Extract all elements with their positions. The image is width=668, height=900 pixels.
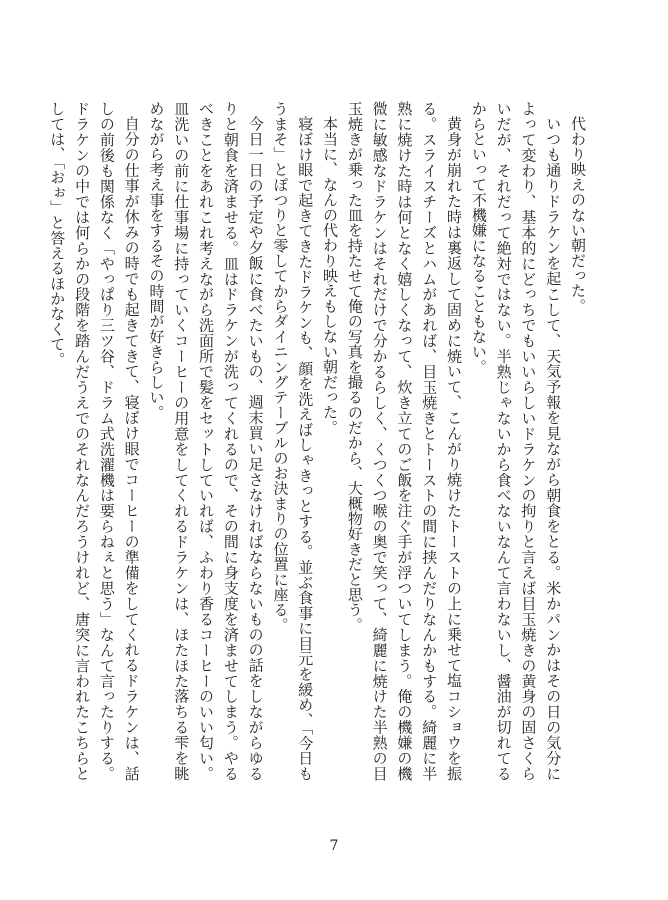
paragraph: 寝ぼけ眼で起きてきたドラケンも、顔を洗えばしゃきっとする。並ぶ食事に目元を緩め、「今日もうまそ」とぽつりと零してからダイニングテーブルのお決まりの位置に座る。 <box>271 101 315 781</box>
page-number: 7 <box>329 838 339 854</box>
paragraph: 自分の仕事が休みの時でも起きてきて、寝ぼけ眼でコーヒーの準備をしてくれるドラケンは、話しの前後も関係なく「やっぱり三ツ谷、ドラム式洗濯機は要らねぇと思う」なんて言ったりする。ドラケンの中では何らかの段階を踏んだうえでのそれなんだろうけれど、唐突に言われたこちらとしては、「おぉ」と答えるほかなくて。 <box>48 101 141 781</box>
paragraph: 黄身が崩れた時は裏返して固めに焼いて、こんがり焼けたトーストの上に乗せて塩コショウを振る。スライスチーズとハムがあれば、目玉焼きとトーストの間に挟んだりなんかもする。綺麗に半熟に焼けた時は何となく嬉しくなって、炊き立てのご飯を注ぐ手が浮ついてしまう。俺の機嫌の機微に敏感なドラケンはそれだけで分かるらしく、くつくつ喉の奥で笑って、綺麗に焼けた半熟の目玉焼きが乗った皿を持たせて俺の写真を撮るのだから、大概物好きだと思う。 <box>345 101 464 781</box>
paragraph: 今日一日の予定や夕飯に食べたいもの、週末買い足さなければならないものの話をしながらゆるりと朝食を済ませる。皿はドラケンが洗ってくれるので、その間に身支度を済ませてしまう。やるべきことをあれこれ考えながら洗面所で髪をセットしていれば、ふわり香るコーヒーのいい匂い。皿洗いの前に仕事場に持っていくコーヒーの用意をしてくれるドラケンは、ほたほた落ちる雫を眺めながら考え事をするその時間が好きらしい。 <box>147 101 265 781</box>
paragraph: いつも通りドラケンを起こして、天気予報を見ながら朝食をとる。米かパンかはその日の気分によって変わり、基本的にどっちでもいいらしいドラケンの拘りと言えば目玉焼きの黄身の固さくらいだが、それだって絶対ではない。半熟じゃないから食べないなんて言わないし、醤油が切れてるからといって不機嫌になることもない。 <box>469 101 563 781</box>
paragraph: 本当に、なんの代わり映えもしない朝だった。 <box>321 116 340 435</box>
paragraph: 代わり映えのない朝だった。 <box>569 116 587 314</box>
body-text <box>48 101 590 781</box>
